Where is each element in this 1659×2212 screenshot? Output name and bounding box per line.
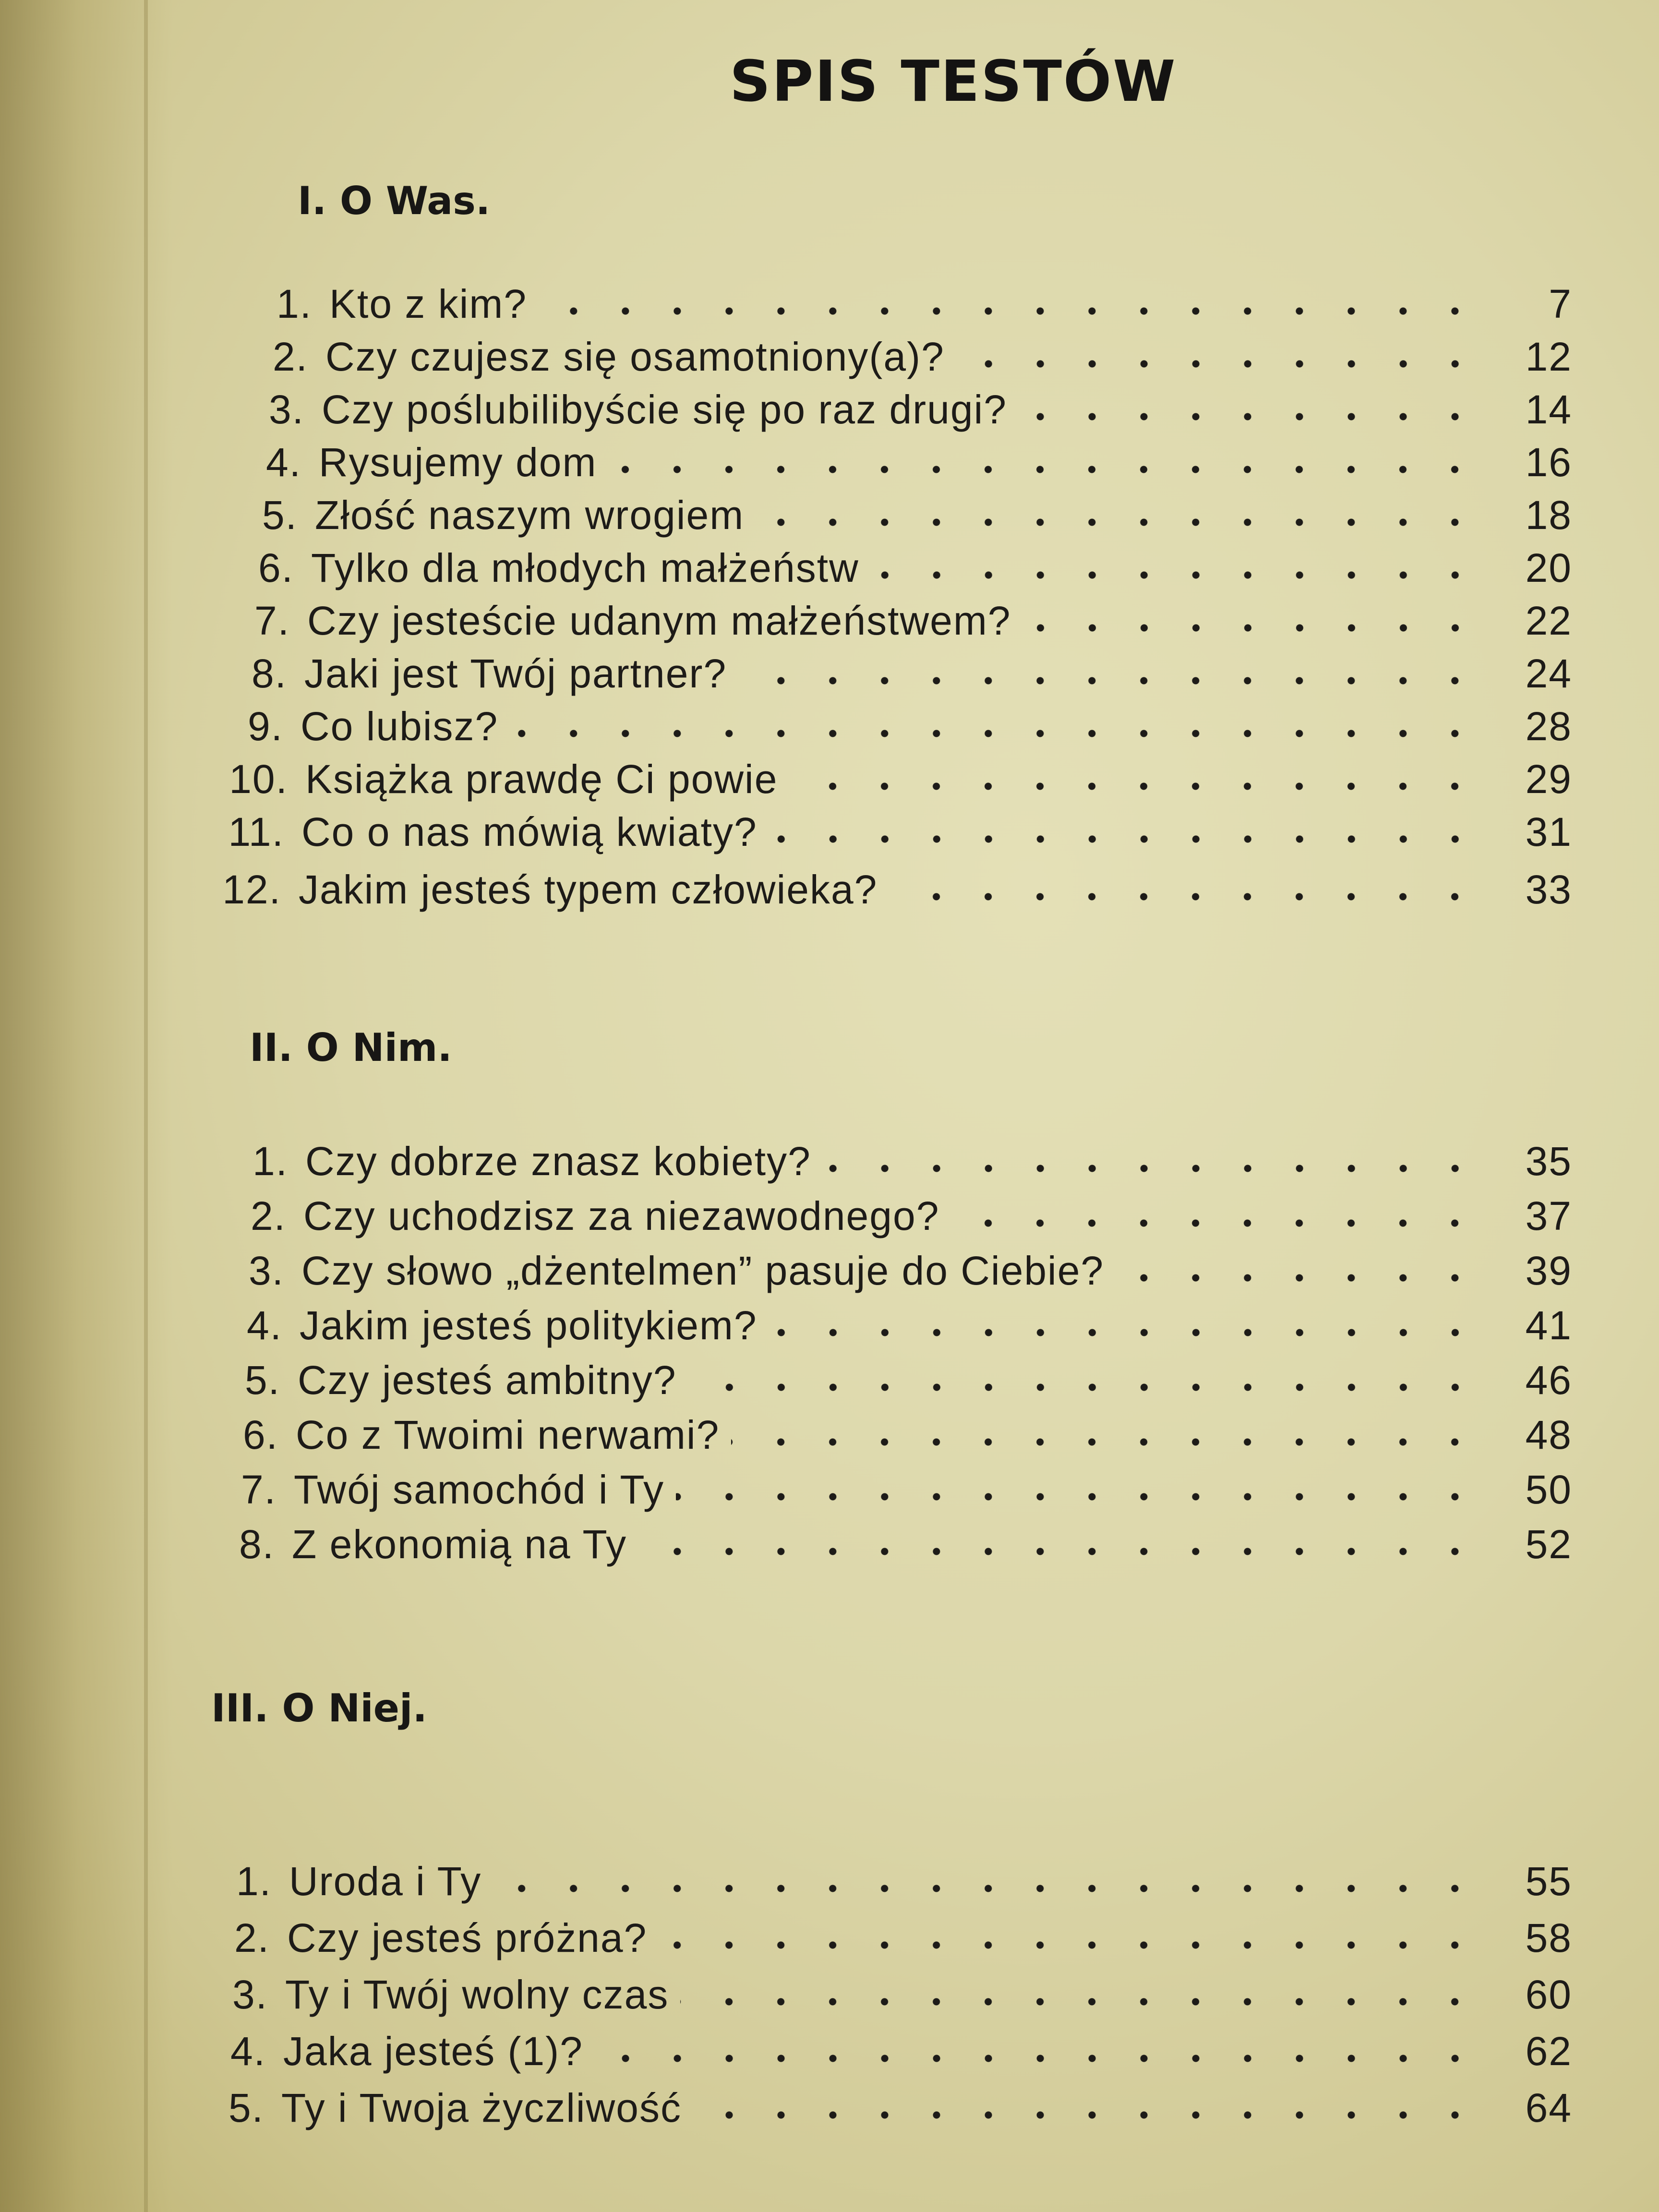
dot-leader: [756, 513, 1481, 532]
page-number: 16: [1525, 440, 1572, 485]
entry-title: Z ekonomią na Ty: [292, 1522, 627, 1567]
entry-number: 3.: [232, 1972, 268, 2017]
dot-leader: [769, 830, 1481, 849]
dot-leader: [510, 724, 1481, 743]
dot-leader: [659, 1936, 1481, 1955]
entry-title: Co o nas mówią kwiaty?: [301, 809, 757, 854]
entry-title: Ty i Twój wolny czas: [285, 1972, 669, 2017]
entry-title: Ty i Twoja życzliwość: [281, 2085, 682, 2130]
entry-title: Twój samochód i Ty: [294, 1467, 665, 1512]
page-number: 60: [1525, 1972, 1572, 2017]
toc-entry: [224, 1193, 1572, 1239]
toc-entry: [216, 1412, 1572, 1458]
dot-leader: [871, 565, 1481, 585]
dot-leader: [1023, 618, 1481, 637]
page-number: 12: [1525, 334, 1572, 379]
dot-leader: [731, 1432, 1481, 1452]
toc-entry: [218, 1358, 1572, 1404]
entry-number: 8.: [239, 1522, 275, 1567]
entry-number: 1.: [236, 1859, 272, 1904]
dot-leader: [493, 1879, 1481, 1898]
dot-leader: [608, 460, 1481, 479]
section-heading: II. O Nim.: [250, 1025, 452, 1070]
entry-title: Jakim jesteś politykiem?: [300, 1303, 757, 1348]
entry-number: 1.: [252, 1139, 288, 1184]
entry-number: 2.: [234, 1915, 270, 1960]
entry-number: 5.: [228, 2085, 264, 2130]
page-number: 14: [1525, 387, 1572, 432]
dot-leader: [688, 1378, 1481, 1397]
toc-entry: [231, 545, 1572, 591]
dot-leader: [595, 2049, 1481, 2068]
dot-leader: [693, 2105, 1481, 2125]
spine-line: [144, 0, 148, 2212]
entry-number: 11.: [228, 809, 284, 854]
page-number: 41: [1525, 1303, 1572, 1348]
page-number: 37: [1525, 1193, 1572, 1238]
entry-title: Czy jesteś próżna?: [287, 1915, 648, 1960]
dot-leader: [638, 1542, 1481, 1561]
toc-entry: [239, 440, 1572, 486]
dot-leader: [539, 301, 1481, 321]
page-number: 20: [1525, 545, 1572, 590]
entry-title: Czy czujesz się osamotniony(a)?: [325, 334, 945, 379]
entry-title: Czy słowo „dżentelmen” pasuje do Ciebie?: [301, 1248, 1105, 1293]
entry-number: 2.: [272, 334, 308, 379]
entry-title: Czy poślubilibyście się po raz drugi?: [322, 387, 1007, 432]
dot-leader: [789, 777, 1481, 796]
toc-entry: [250, 281, 1572, 327]
page-number: 52: [1525, 1522, 1572, 1567]
dot-leader: [738, 671, 1481, 690]
entry-title: Kto z kim?: [329, 281, 528, 326]
entry-number: 5.: [262, 493, 298, 538]
entry-title: Czy dobrze znasz kobiety?: [305, 1139, 811, 1184]
toc-entry: [212, 1522, 1572, 1568]
entry-title: Czy jesteście udanym małżeństwem?: [307, 598, 1011, 643]
section-heading: I. O Was.: [298, 179, 491, 223]
entry-number: 7.: [254, 598, 290, 643]
entry-title: Czy jesteś ambitny?: [298, 1358, 677, 1403]
entry-number: 3.: [268, 387, 304, 432]
toc-entry: [242, 387, 1572, 433]
toc-entry: [226, 1139, 1572, 1185]
toc-entry: [228, 598, 1572, 644]
entry-title: Jaka jesteś (1)?: [283, 2029, 583, 2074]
toc-entry: [222, 1248, 1572, 1294]
page-number: 64: [1525, 2085, 1572, 2130]
page-title: SPIS TESTÓW: [730, 48, 1177, 114]
page-number: 31: [1525, 809, 1572, 854]
entry-number: 5.: [244, 1358, 280, 1403]
page-number: 58: [1525, 1915, 1572, 1960]
page-number: 35: [1525, 1139, 1572, 1184]
dot-leader: [951, 1214, 1481, 1233]
entry-number: 6.: [242, 1412, 278, 1457]
page-number: 55: [1525, 1859, 1572, 1904]
page-number: 18: [1525, 493, 1572, 538]
page-number: 29: [1525, 757, 1572, 802]
entry-number: 4.: [246, 1303, 282, 1348]
toc-entry: [209, 867, 1572, 913]
dot-leader: [1019, 407, 1481, 426]
toc-entry: [246, 334, 1572, 380]
dot-leader: [769, 1323, 1481, 1342]
page-number: 50: [1525, 1467, 1572, 1512]
entry-number: 12.: [222, 867, 281, 912]
toc-entry: [214, 1467, 1572, 1513]
entry-title: Co z Twoimi nerwami?: [296, 1412, 720, 1457]
dot-leader: [889, 887, 1481, 906]
toc-entry: [205, 1972, 1572, 2018]
toc-entry: [202, 2085, 1572, 2131]
entry-number: 1.: [276, 281, 312, 326]
entry-number: 7.: [240, 1467, 276, 1512]
entry-number: 4.: [265, 440, 301, 485]
toc-entry: [204, 2029, 1572, 2075]
entry-number: 4.: [230, 2029, 266, 2074]
entry-number: 2.: [250, 1193, 286, 1238]
entry-number: 3.: [248, 1248, 284, 1293]
toc-entry: [235, 493, 1572, 539]
entry-title: Uroda i Ty: [289, 1859, 482, 1904]
toc-entry: [209, 1859, 1572, 1905]
toc-entry: [212, 809, 1572, 855]
entry-number: 6.: [258, 545, 294, 590]
toc-entry: [225, 651, 1572, 697]
dot-leader: [956, 354, 1481, 373]
entry-title: Złość naszym wrogiem: [315, 493, 745, 538]
entry-title: Jakim jesteś typem człowieka?: [299, 867, 878, 912]
dot-leader: [680, 1992, 1481, 2011]
page-number: 48: [1525, 1412, 1572, 1457]
page-number: 62: [1525, 2029, 1572, 2074]
toc-entry: [220, 1303, 1572, 1349]
page-number: 33: [1525, 867, 1572, 912]
entry-title: Tylko dla młodych małżeństw: [311, 545, 859, 590]
entry-number: 9.: [247, 704, 283, 749]
page-number: 39: [1525, 1248, 1572, 1293]
dot-leader: [1116, 1268, 1481, 1287]
page-number: 7: [1549, 281, 1572, 326]
dot-leader: [676, 1487, 1481, 1506]
entry-title: Czy uchodzisz za niezawodnego?: [303, 1193, 940, 1238]
entry-title: Książka prawdę Ci powie: [305, 757, 778, 802]
entry-number: 8.: [251, 651, 287, 696]
dot-leader: [823, 1159, 1481, 1178]
page-number: 24: [1525, 651, 1572, 696]
entry-number: 10.: [229, 757, 288, 802]
page-number: 46: [1525, 1358, 1572, 1403]
section-heading: III. O Niej.: [211, 1686, 427, 1731]
page-number: 22: [1525, 598, 1572, 643]
page-number: 28: [1525, 704, 1572, 749]
entry-title: Co lubisz?: [301, 704, 499, 749]
toc-entry: [207, 1915, 1572, 1961]
entry-title: Rysujemy dom: [319, 440, 597, 485]
entry-title: Jaki jest Twój partner?: [304, 651, 727, 696]
toc-entry: [221, 704, 1572, 750]
toc-entry: [216, 757, 1572, 803]
